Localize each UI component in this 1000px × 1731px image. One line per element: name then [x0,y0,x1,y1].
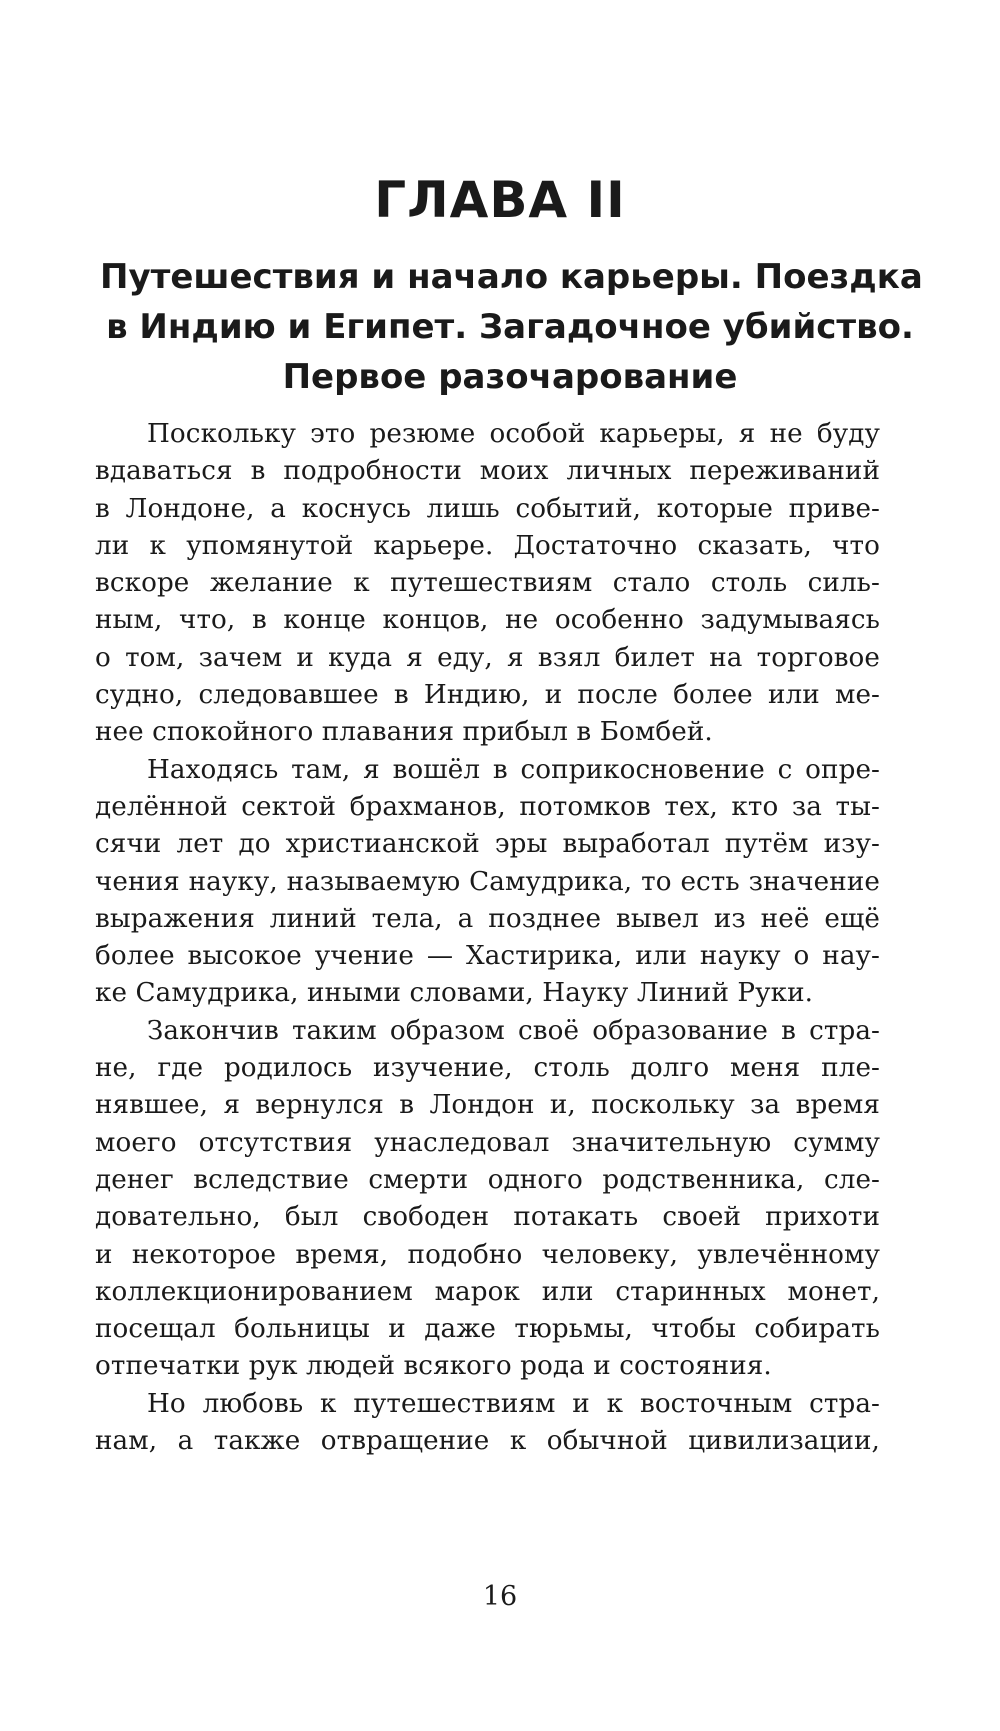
text-line: не, где родилось изучение, столь долго меня пле- [95,1053,880,1084]
chapter-subtitle-line: в Индию и Египет. Загадочное убийство. [106,307,914,347]
text-line: Поскольку это резюме особой карьеры, я не буду [147,419,880,449]
text-line: моего отсутствия унаследовал значительную сумму [95,1127,880,1158]
text-line: ным, что, в конце концов, не особенно задумываясь [95,605,880,636]
text-line: в Лондоне, а коснусь лишь событий, которые приве- [95,493,880,524]
text-line: Но любовь к путешествиям и к восточным стра- [147,1388,880,1419]
chapter-title: ГЛАВА II [374,171,626,229]
text-line: ке Самудрика, иными словами, Науку Линий Руки. [95,978,814,1009]
text-line: отпечатки рук людей всякого рода и состояния. [95,1351,772,1382]
page-number: 16 [482,1581,518,1612]
text-line: нее спокойного плавания прибыл в Бомбей. [95,717,713,748]
text-line: нам, а также отвращение к обычной цивилизации, [95,1426,880,1457]
text-line: нявшее, я вернулся в Лондон и, поскольку за время [95,1090,880,1121]
text-line: сячи лет до христианской эры выработал путём изу- [95,829,880,860]
text-line: и некоторое время, подобно человеку, увлечённому [95,1239,880,1270]
text-line: коллекционированием марок или старинных монет, [95,1276,880,1307]
text-line: чения науку, называемую Самудрика, то есть значение [95,866,880,897]
text-line: Закончив таким образом своё образование в стра- [147,1015,880,1046]
chapter-subtitle [100,252,923,402]
text-line: ли к упомянутой карьере. Достаточно сказать, что [95,530,880,561]
text-line: делённой сектой брахманов, потомков тех, кто за ты- [95,791,880,822]
text-line: более высокое учение — Хастирика, или науку о нау- [95,941,880,972]
text-line: довательно, был свободен потакать своей прихоти [95,1202,880,1233]
body-text [95,416,880,1460]
text-line: посещал больницы и даже тюрьмы, чтобы собирать [95,1314,880,1345]
chapter-subtitle-line: Путешествия и начало карьеры. Поездка [100,257,923,297]
text-line: выражения линий тела, а позднее вывел из неё ещё [95,903,880,934]
text-line: денег вследствие смерти одного родственника, сле- [95,1164,880,1195]
chapter-subtitle-line: Первое разочарование [282,357,738,397]
text-line: вдаваться в подробности моих личных переживаний [95,456,880,487]
text-line: Находясь там, я вошёл в соприкосновение с опре- [147,754,880,785]
text-line: о том, зачем и куда я еду, я взял билет на торговое [95,642,880,673]
text-line: судно, следовавшее в Индию, и после более или ме- [95,680,880,711]
text-line: вскоре желание к путешествиям стало столь силь- [95,568,880,599]
